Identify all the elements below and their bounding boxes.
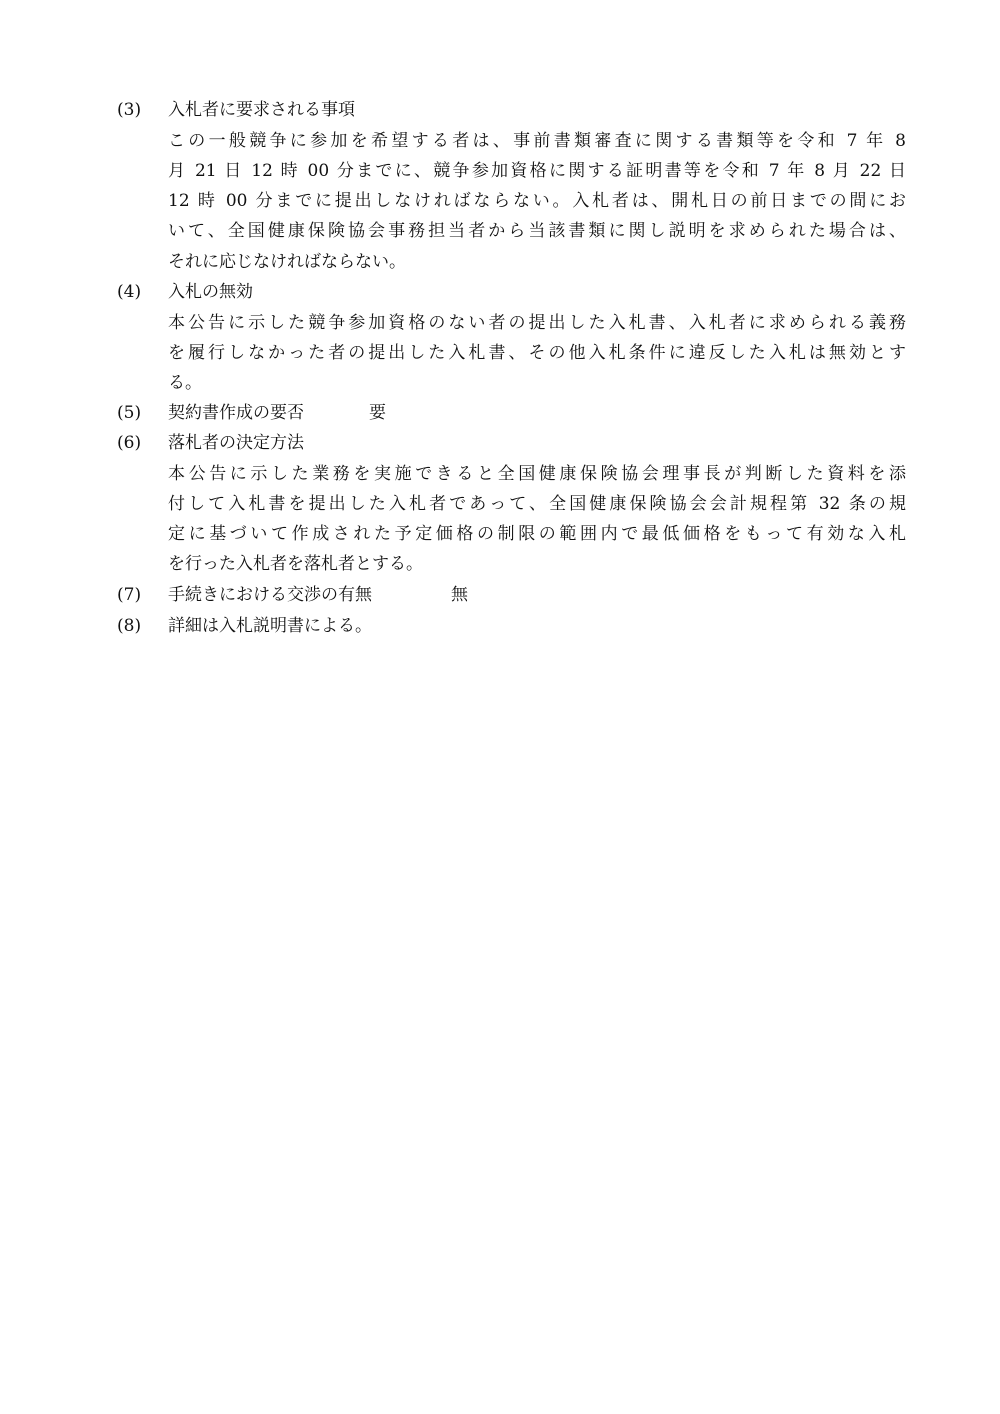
body-line: 定に基づいて作成された予定価格の制限の範囲内で最低価格をもって有効な入札: [168, 524, 906, 544]
section-number: (3): [117, 100, 142, 120]
body-line: 月 21 日 12 時 00 分までに、競争参加資格に関する証明書等を令和 7 年 8 月 22 日: [168, 161, 906, 181]
section-heading: 入札者に要求される事項: [168, 100, 355, 120]
body-line: る。: [168, 373, 202, 393]
section-heading: 手続きにおける交渉の有無: [168, 585, 372, 605]
body-line: いて、全国健康保険協会事務担当者から当該書類に関し説明を求められた場合は、: [168, 221, 906, 241]
body-line: 付して入札書を提出した入札者であって、全国健康保険協会会計規程第 32 条の規: [168, 494, 906, 514]
section-heading: 入札の無効: [168, 282, 253, 302]
body-line: 本公告に示した競争参加資格のない者の提出した入札書、入札者に求められる義務: [168, 313, 906, 333]
body-line: それに応じなければならない。: [168, 252, 406, 272]
section-number: (7): [117, 585, 142, 605]
body-line: この一般競争に参加を希望する者は、事前書類審査に関する書類等を令和 7 年 8: [168, 131, 906, 151]
body-line: 12 時 00 分までに提出しなければならない。入札者は、開札日の前日までの間にお: [168, 191, 906, 211]
body-line: 本公告に示した業務を実施できると全国健康保険協会理事長が判断した資料を添: [168, 464, 906, 484]
section-number: (5): [117, 403, 142, 423]
body-line: を行った入札者を落札者とする。: [168, 554, 423, 574]
section-answer: 無: [451, 585, 468, 605]
section-number: (8): [117, 616, 142, 636]
section-heading: 契約書作成の要否: [168, 403, 304, 423]
section-heading: 落札者の決定方法: [168, 433, 304, 453]
section-heading: 詳細は入札説明書による。: [168, 616, 372, 636]
section-answer: 要: [369, 403, 386, 423]
body-line: を履行しなかった者の提出した入札書、その他入札条件に違反した入札は無効とす: [168, 343, 906, 363]
section-number: (4): [117, 282, 142, 302]
section-number: (6): [117, 433, 142, 453]
